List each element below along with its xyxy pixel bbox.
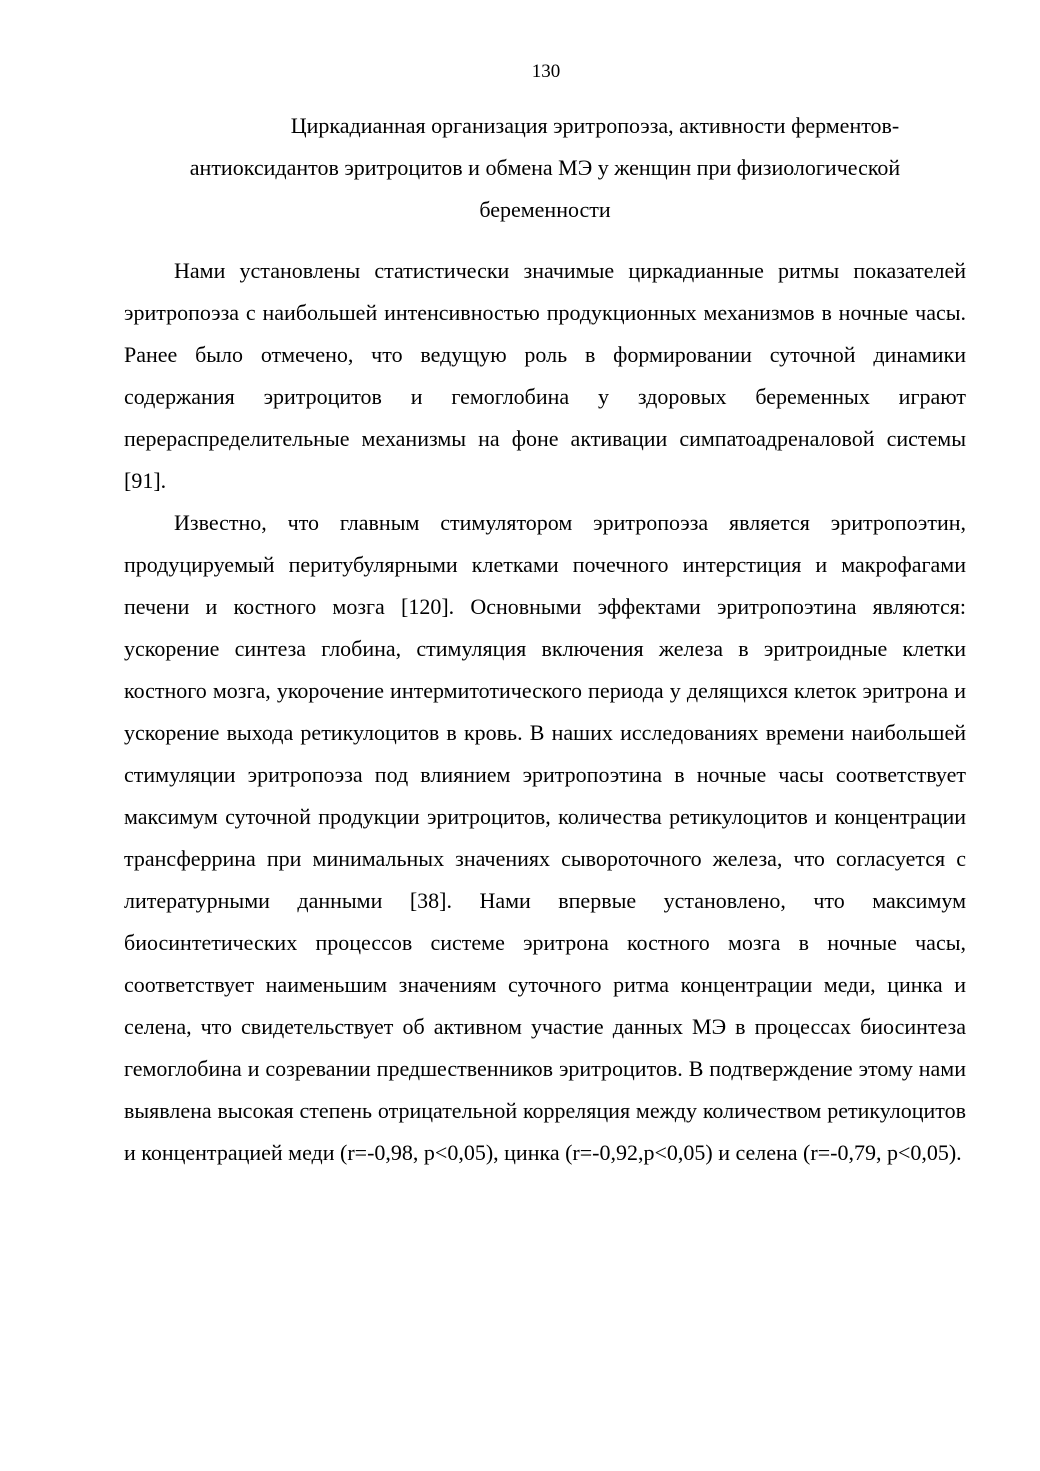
- paragraph-1: Нами установлены статистически значимые циркадианные ритмы показателей эритропоэза с наибольшей интенсивностью продукционных механизмов в ночные часы. Ранее было отмечено, что ведущую роль в формировании суточной динамики содержания эритроцитов и гемоглобина у здоровых беременных играют перераспределительные механизмы на фоне активации симпатоадреналовой системы [91].: [124, 258, 966, 493]
- section-title-line-3: беременности: [479, 197, 611, 222]
- body-text: [124, 250, 966, 1174]
- paragraph-2: Известно, что главным стимулятором эритропоэза является эритропоэтин, продуцируемый перитубулярными клетками почечного интерстиция и макрофагами печени и костного мозга [120]. Основными эффектами эритропоэтина являются: ускорение синтеза глобина, стимуляция включения железа в эритроидные клетки костного мозга, укорочение интермитотического периода у делящихся клеток эритрона и ускорение выхода ретикулоцитов в кровь. В наших исследованиях времени наибольшей стимуляции эритропоэза под влиянием эритропоэтина в ночные часы соответствует максимум суточной продукции эритроцитов, количества ретикулоцитов и концентрации трансферрина при минимальных значениях сывороточного железа, что согласуется с литературными данными [38]. Нами впервые установлено, что максимум биосинтетических процессов системе эритрона костного мозга в ночные часы, соответствует наименьшим значениям суточного ритма концентрации меди, цинка и селена, что свидетельствует об активном участие данных МЭ в процессах биосинтеза гемоглобина и созревании предшественников эритроцитов. В подтверждение этому нами выявлена высокая степень отрицательной корреляция между количеством ретикулоцитов и концентрацией меди (r=-0,98, p<0,05), цинка (r=-0,92,p<0,05) и селена (r=-0,79, p<0,05).: [124, 510, 966, 1165]
- page-number: 130: [531, 61, 561, 82]
- section-title-line-1: Циркадианная организация эритропоэза, активности ферментов-: [290, 113, 900, 138]
- section-title-line-2: антиоксидантов эритроцитов и обмена МЭ у женщин при физиологической: [189, 155, 901, 180]
- section-title: [124, 105, 966, 231]
